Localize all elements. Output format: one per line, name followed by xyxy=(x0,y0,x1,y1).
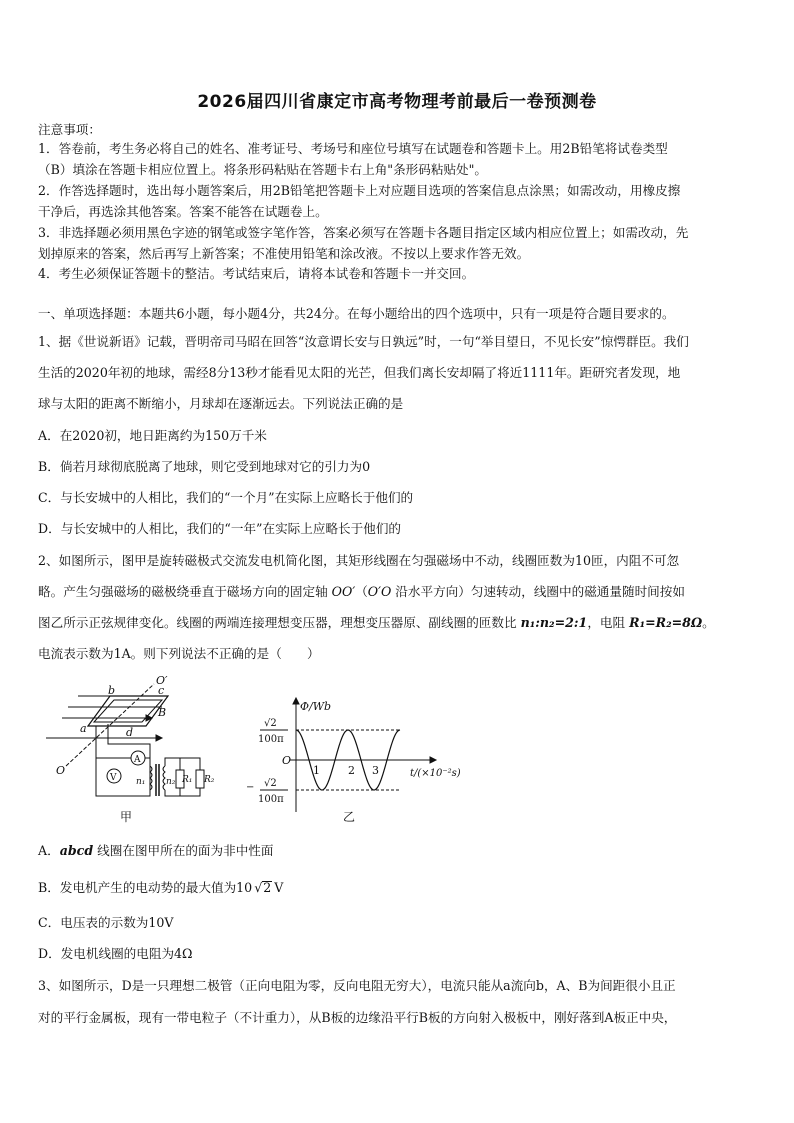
fig-label: R₂ xyxy=(204,775,215,785)
fig-label: c xyxy=(158,684,165,697)
tick-label: 3 xyxy=(372,764,379,777)
figure-caption-jia: 甲 xyxy=(120,810,133,824)
sqrt-value: 2 xyxy=(263,880,272,895)
x-axis-label: t/(×10⁻²s) xyxy=(410,768,461,779)
question-1-option-c: C．与长安城中的人相比，我们的“一个月”在实际上应略长于他们的 xyxy=(38,490,414,505)
fig-label: O xyxy=(56,764,66,777)
axis-label: O′O xyxy=(367,584,392,599)
axis-label: OO′ xyxy=(331,584,356,599)
fig-label: R₁ xyxy=(182,775,193,785)
question-2-option-c: C．电压表的示数为10V xyxy=(38,915,174,930)
fig-label: A xyxy=(134,755,141,765)
text-span: B．发电机产生的电动势的最大值为10 xyxy=(38,880,253,895)
question-2-text xyxy=(38,615,758,631)
notice-line: 1．答卷前，考生务必将自己的姓名、准考证号、考场号和座位号填写在试题卷和答题卡上。用2B铅笔将试卷类型 xyxy=(38,141,668,156)
arrow-head xyxy=(156,735,162,741)
text-span: 沿水平方向）匀速转动，线圈中的磁通量随时间按如 xyxy=(391,584,685,599)
text-span: ，电阻 xyxy=(587,615,630,630)
figure-jia xyxy=(46,684,204,796)
question-3-text: 对的平行金属板，现有一带电粒子（不计重力），从B板的边缘沿平行B板的方向射入极板中，刚好落到A板正中央， xyxy=(38,1010,677,1025)
question-3-text: 3、如图所示，D是一只理想二极管（正向电阻为零，反向电阻无穷大），电流只能从a流向b，A、B为间距很小且正 xyxy=(38,978,676,993)
question-1-text: 生活的2020年初的地球，需经8分13秒才能看见太阳的光芒，但我们离长安却隔了将近1111年。距研究者发现，地 xyxy=(38,365,681,380)
y-max-num: √2 xyxy=(264,718,277,729)
text-span: 线圈在图甲所在的面为非中性面 xyxy=(93,843,274,858)
notice-line: 3．非选择题必须用黑色字迹的钢笔或签字笔作答，答案必须写在答题卡各题目指定区域内相应位置上；如需改动，先 xyxy=(38,225,689,240)
lead-wire xyxy=(96,726,104,758)
text-span: V xyxy=(274,880,284,895)
resistance-value: R₁=R₂=8Ω xyxy=(629,615,703,630)
question-2-figures xyxy=(38,672,508,832)
notice-line: （B）填涂在答题卡相应位置上。将条形码粘贴在答题卡右上角"条形码粘贴处"。 xyxy=(38,162,488,177)
question-2-text: 电流表示数为1A。则下列说法不正确的是（ ） xyxy=(38,646,320,661)
fig-label: B xyxy=(158,706,167,719)
question-2-option-b xyxy=(38,880,758,896)
text-span: 图乙所示正弦规律变化。线圈的两端连接理想变压器，理想变压器原、副线圈的匝数比 xyxy=(38,615,521,630)
page-title: 2026届四川省康定市高考物理考前最后一卷预测卷 xyxy=(197,92,597,112)
notice-line: 干净后，再选涂其他答案。答案不能答在试题卷上。 xyxy=(38,204,328,219)
notice-line: 划掉原来的答案，然后再写上新答案；不准使用铅笔和涂改液。不按以上要求作答无效。 xyxy=(38,246,530,261)
y-max-den: 100π xyxy=(258,734,284,745)
fig-label: O′ xyxy=(156,674,168,687)
y-min-sign: − xyxy=(246,782,255,793)
notice-line: 4．考生必须保证答题卡的整洁。考试结束后，请将本试卷和答题卡一并交回。 xyxy=(38,266,475,281)
y-axis-label: Φ/Wb xyxy=(300,700,332,713)
tick-label: 1 xyxy=(313,764,320,777)
arrow-head xyxy=(430,757,436,763)
coil-name: abcd xyxy=(59,843,94,858)
question-2-option-d: D．发电机线圈的电阻为4Ω xyxy=(38,946,193,961)
question-1-option-a: A．在2020初，地日距离约为150万千米 xyxy=(38,428,267,443)
resistor-r2 xyxy=(196,770,204,788)
text-span: A． xyxy=(38,843,60,858)
fig-label: b xyxy=(108,684,116,697)
figure-yi xyxy=(290,698,436,812)
question-1-text: 1、据《世说新语》记载，晋明帝司马昭在回答“汝意谓长安与日孰远”时，一句“举目望日，不见长安”惊愕群臣。我们 xyxy=(38,334,689,349)
section-heading: 一、单项选择题：本题共6小题，每小题4分，共24分。在每小题给出的四个选项中，只有一项是符合题目要求的。 xyxy=(38,306,675,321)
question-2-option-a xyxy=(38,843,758,859)
notice-line: 2．作答选择题时，选出每小题答案后，用2B铅笔把答题卡上对应题目选项的答案信息点涂黑；如需改动，用橡皮擦 xyxy=(38,183,681,198)
fig-label: n₂ xyxy=(166,777,176,787)
sqrt-symbol: √ xyxy=(254,880,263,895)
question-1-option-d: D．与长安城中的人相比，我们的“一年”在实际上应略长于他们的 xyxy=(38,521,402,536)
question-2-text: 2、如图所示，图甲是旋转磁极式交流发电机简化图，其矩形线圈在匀强磁场中不动，线圈匝数为10匝，内阻不可忽 xyxy=(38,553,680,568)
text-span: 。 xyxy=(702,615,715,630)
fig-label: n₁ xyxy=(136,777,146,787)
notice-heading: 注意事项： xyxy=(38,122,101,137)
figure-caption-yi: 乙 xyxy=(343,810,356,824)
tick-label: 2 xyxy=(348,764,355,777)
question-2-text xyxy=(38,584,758,600)
secondary-coil xyxy=(163,766,165,790)
y-min-num: √2 xyxy=(264,778,277,789)
text-span: （ xyxy=(355,584,368,599)
origin-label: O xyxy=(282,754,292,767)
question-1-text: 球与太阳的距离不断缩小，月球却在逐渐远去。下列说法正确的是 xyxy=(38,396,404,411)
y-min-den: 100π xyxy=(258,794,284,805)
fig-label: a xyxy=(80,722,87,735)
fig-label: d xyxy=(126,726,134,739)
text-span: 略。产生匀强磁场的磁极绕垂直于磁场方向的固定轴 xyxy=(38,584,332,599)
turns-ratio: n₁:n₂=2:1 xyxy=(520,615,588,630)
fig-label: V xyxy=(110,773,117,783)
arrow-head xyxy=(293,698,299,704)
question-1-option-b: B．倘若月球彻底脱离了地球，则它受到地球对它的引力为0 xyxy=(38,459,371,474)
